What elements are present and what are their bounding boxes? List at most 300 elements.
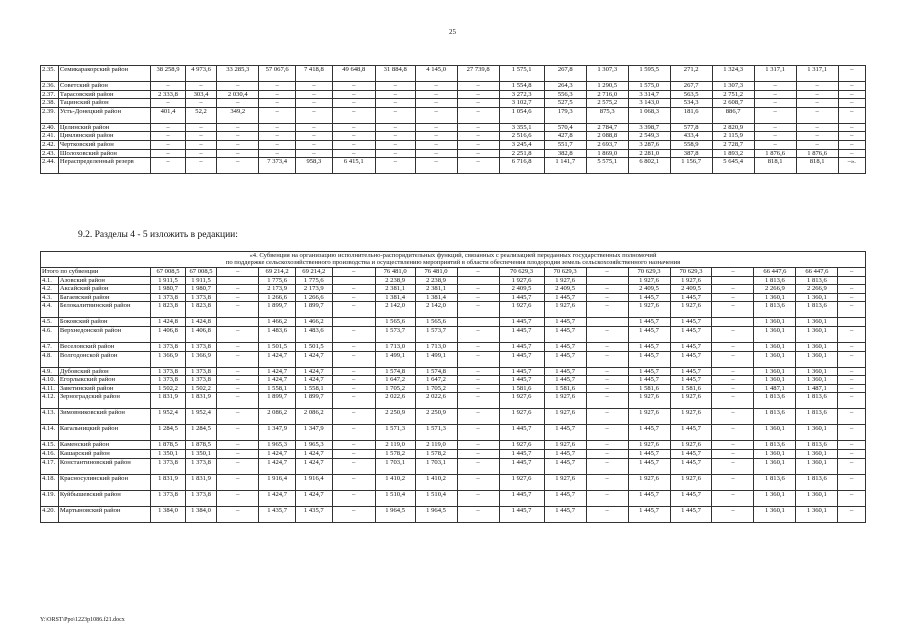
value-cell: 1 927,6 xyxy=(499,409,544,425)
value-cell: – xyxy=(586,293,628,302)
value-cell: 349,2 xyxy=(217,107,259,123)
value-cell: 1 831,9 xyxy=(185,393,216,409)
value-cell: 1 575,0 xyxy=(628,82,670,91)
value-cell: 1 360,1 xyxy=(754,342,796,351)
value-cell: 1 927,6 xyxy=(544,302,586,318)
value-cell: 1 445,7 xyxy=(544,326,586,342)
value-cell: 1 360,1 xyxy=(754,490,796,506)
value-cell: – xyxy=(796,90,838,99)
value-cell: 1 445,7 xyxy=(670,425,712,441)
value-cell: – xyxy=(332,326,375,342)
value-cell: – xyxy=(838,458,866,474)
value-cell: 3 143,0 xyxy=(628,99,670,108)
value-cell: – xyxy=(415,99,457,108)
value-cell: 1 445,7 xyxy=(628,458,670,474)
value-cell: – xyxy=(712,384,754,393)
value-cell: 1 927,6 xyxy=(499,441,544,450)
value-cell: 1 424,7 xyxy=(295,449,332,458)
value-cell: – xyxy=(457,506,499,522)
value-cell: 1 360,1 xyxy=(796,326,838,342)
value-cell: – xyxy=(586,285,628,294)
total-row xyxy=(41,268,866,277)
district-name: Шолоховский район xyxy=(58,149,150,158)
value-cell: – xyxy=(185,149,216,158)
value-cell: 1 424,8 xyxy=(185,318,216,327)
district-name: Заветинский район xyxy=(58,384,150,393)
value-cell: 1 424,7 xyxy=(259,449,296,458)
value-cell: – xyxy=(838,90,865,99)
value-cell: 1 445,7 xyxy=(544,293,586,302)
value-cell: 2 751,2 xyxy=(712,90,754,99)
value-cell: – xyxy=(332,449,375,458)
value-cell: – xyxy=(838,107,865,123)
value-cell xyxy=(838,276,866,285)
table-row xyxy=(41,318,866,327)
value-cell: 1 927,6 xyxy=(628,441,670,450)
value-cell: 1 911,5 xyxy=(185,276,216,285)
table-row xyxy=(41,384,866,393)
value-cell: 1 445,7 xyxy=(544,376,586,385)
value-cell: 1 558,1 xyxy=(259,384,296,393)
total-value-cell: 70 629,3 xyxy=(628,268,670,277)
value-cell: 1 360,1 xyxy=(796,293,838,302)
value-cell: 1 360,1 xyxy=(754,458,796,474)
value-cell: – xyxy=(712,458,754,474)
value-cell: – xyxy=(457,351,499,367)
value-cell: 1 424,7 xyxy=(259,376,296,385)
value-cell: 1 899,7 xyxy=(259,393,296,409)
value-cell: – xyxy=(457,490,499,506)
value-cell: – xyxy=(838,376,866,385)
value-cell: 1 445,7 xyxy=(670,367,712,376)
value-cell: 1 424,7 xyxy=(295,458,332,474)
value-cell: – xyxy=(185,82,216,91)
district-name: Веселовский район xyxy=(58,342,150,351)
value-cell: 3 272,3 xyxy=(499,90,544,99)
value-cell: 1 499,1 xyxy=(415,351,457,367)
value-cell: 2 728,7 xyxy=(712,140,754,149)
value-cell: 2 022,6 xyxy=(375,393,415,409)
value-cell: – xyxy=(332,384,375,393)
value-cell: 2 516,6 xyxy=(499,132,544,141)
value-cell: – xyxy=(838,367,866,376)
value-cell: – xyxy=(712,342,754,351)
table-row xyxy=(41,140,866,149)
value-cell: – xyxy=(217,326,259,342)
value-cell: 1 445,7 xyxy=(499,351,544,367)
district-name: Целинский район xyxy=(58,123,150,132)
value-cell: 1 445,7 xyxy=(628,318,670,327)
value-cell: 1 424,7 xyxy=(295,490,332,506)
value-cell: – xyxy=(796,82,838,91)
value-cell xyxy=(217,276,259,285)
value-cell: 1 445,7 xyxy=(544,449,586,458)
value-cell: – xyxy=(754,90,796,99)
value-cell: 1 927,6 xyxy=(544,393,586,409)
value-cell: 534,3 xyxy=(670,99,712,108)
value-cell: – xyxy=(586,506,628,522)
value-cell: – xyxy=(151,132,186,141)
value-cell: 1 813,6 xyxy=(754,441,796,450)
page-number: 25 xyxy=(449,28,456,36)
table-row xyxy=(41,293,866,302)
table-row xyxy=(41,458,866,474)
row-index: 4.2. xyxy=(41,285,59,294)
value-cell: – xyxy=(217,441,259,450)
value-cell: – xyxy=(586,367,628,376)
value-cell: 1 927,6 xyxy=(499,276,544,285)
value-cell: 1 573,7 xyxy=(415,326,457,342)
value-cell: 49 648,8 xyxy=(332,66,375,82)
value-cell: – xyxy=(217,458,259,474)
row-index: 2.40. xyxy=(41,123,59,132)
row-index: 4.4. xyxy=(41,302,59,318)
value-cell: 1 360,1 xyxy=(796,506,838,522)
value-cell: 1 384,0 xyxy=(151,506,186,522)
row-index: 2.38. xyxy=(41,99,59,108)
value-cell: 401,4 xyxy=(151,107,186,123)
value-cell: 1 410,2 xyxy=(415,474,457,490)
value-cell: 2 409,5 xyxy=(499,285,544,294)
value-cell: 1 435,7 xyxy=(259,506,296,522)
value-cell: 1 916,4 xyxy=(259,474,296,490)
value-cell: 1 445,7 xyxy=(499,449,544,458)
value-cell: – xyxy=(217,149,259,158)
value-cell: 6 802,1 xyxy=(628,158,670,174)
total-value-cell: – xyxy=(838,268,866,277)
value-cell: 27 739,8 xyxy=(457,66,499,82)
value-cell: – xyxy=(712,393,754,409)
value-cell: 1 445,7 xyxy=(628,351,670,367)
value-cell: 1 373,8 xyxy=(185,458,216,474)
table-row xyxy=(41,123,866,132)
value-cell: 1 445,7 xyxy=(628,449,670,458)
total-value-cell: 67 008,5 xyxy=(151,268,186,277)
value-cell: 1 445,7 xyxy=(499,367,544,376)
value-cell: 1 317,1 xyxy=(754,66,796,82)
value-cell: 1 360,1 xyxy=(796,342,838,351)
value-cell: – xyxy=(415,90,457,99)
value-cell: 1 927,6 xyxy=(628,276,670,285)
value-cell: 1 878,5 xyxy=(151,441,186,450)
value-cell: 2 250,9 xyxy=(375,409,415,425)
value-cell: 558,9 xyxy=(670,140,712,149)
value-cell: – xyxy=(838,293,866,302)
value-cell: 1 869,0 xyxy=(586,149,628,158)
value-cell: 7 418,8 xyxy=(296,66,333,82)
value-cell: 1 381,4 xyxy=(415,293,457,302)
value-cell: 3 287,6 xyxy=(628,140,670,149)
value-cell: 2 266,9 xyxy=(754,285,796,294)
value-cell: 2 549,3 xyxy=(628,132,670,141)
value-cell: 5 645,4 xyxy=(712,158,754,174)
value-cell: – xyxy=(586,351,628,367)
value-cell: 1 565,6 xyxy=(375,318,415,327)
value-cell: 1 445,7 xyxy=(628,506,670,522)
value-cell: – xyxy=(415,140,457,149)
value-cell: – xyxy=(712,449,754,458)
value-cell: 1 445,7 xyxy=(628,342,670,351)
value-cell: 1 445,7 xyxy=(628,293,670,302)
value-cell: – xyxy=(259,140,296,149)
table-row xyxy=(41,376,866,385)
value-cell: 1 813,6 xyxy=(796,393,838,409)
value-cell: – xyxy=(259,149,296,158)
row-index: 4.13. xyxy=(41,409,59,425)
value-cell: – xyxy=(457,342,499,351)
value-cell: – xyxy=(217,384,259,393)
table-caption xyxy=(41,252,866,268)
value-cell: 2 409,5 xyxy=(544,285,586,294)
value-cell: 875,3 xyxy=(586,107,628,123)
total-value-cell: 69 214,2 xyxy=(259,268,296,277)
value-cell: 1 927,6 xyxy=(670,409,712,425)
value-cell: 1 927,6 xyxy=(499,474,544,490)
value-cell: 3 314,7 xyxy=(628,90,670,99)
total-value-cell: – xyxy=(457,268,499,277)
value-cell: – xyxy=(838,82,865,91)
value-cell: 1 445,7 xyxy=(544,318,586,327)
value-cell: 1 487,1 xyxy=(754,384,796,393)
value-cell: – xyxy=(457,425,499,441)
value-cell: 2 266,9 xyxy=(796,285,838,294)
value-cell: 556,3 xyxy=(544,90,586,99)
value-cell: 818,1 xyxy=(754,158,796,174)
value-cell: 1 775,6 xyxy=(295,276,332,285)
value-cell: 2 381,1 xyxy=(375,285,415,294)
value-cell: – xyxy=(838,123,865,132)
value-cell: 1 501,5 xyxy=(259,342,296,351)
value-cell: 1 980,7 xyxy=(185,285,216,294)
table-row xyxy=(41,506,866,522)
total-value-cell: 67 008,5 xyxy=(185,268,216,277)
value-cell: 1 813,6 xyxy=(796,276,838,285)
value-cell: 2 608,7 xyxy=(712,99,754,108)
value-cell: 2 238,9 xyxy=(415,276,457,285)
value-cell: 1 927,6 xyxy=(628,302,670,318)
value-cell: 2 820,9 xyxy=(712,123,754,132)
value-cell: – xyxy=(217,132,259,141)
value-cell: 2 115,9 xyxy=(712,132,754,141)
value-cell: – xyxy=(375,132,415,141)
value-cell: 4 973,6 xyxy=(185,66,216,82)
value-cell: 1 406,8 xyxy=(151,326,186,342)
value-cell: 1 360,1 xyxy=(754,449,796,458)
value-cell: 1 445,7 xyxy=(628,326,670,342)
value-cell: 1 424,7 xyxy=(295,376,332,385)
total-value-cell: 70 629,3 xyxy=(544,268,586,277)
value-cell: 31 884,8 xyxy=(375,66,415,82)
total-value-cell: 70 629,3 xyxy=(670,268,712,277)
value-cell: 1 483,6 xyxy=(259,326,296,342)
value-cell: 1 581,6 xyxy=(670,384,712,393)
value-cell: 1 501,5 xyxy=(295,342,332,351)
value-cell: – xyxy=(217,293,259,302)
value-cell: – xyxy=(332,82,375,91)
district-name: Мартыновский район xyxy=(58,506,150,522)
subvention-table xyxy=(40,251,866,523)
value-cell: – xyxy=(415,107,457,123)
value-cell: 1 381,4 xyxy=(375,293,415,302)
value-cell: 1 823,8 xyxy=(185,302,216,318)
value-cell: 1 964,5 xyxy=(375,506,415,522)
value-cell: 1 823,8 xyxy=(151,302,186,318)
value-cell: 57 067,6 xyxy=(259,66,296,82)
value-cell: – xyxy=(332,342,375,351)
total-value-cell: 76 481,0 xyxy=(375,268,415,277)
value-cell: – xyxy=(457,90,499,99)
row-index: 4.9. xyxy=(41,367,59,376)
district-name: Кашарский район xyxy=(58,449,150,458)
total-value-cell: 66 447,6 xyxy=(754,268,796,277)
value-cell: – xyxy=(712,490,754,506)
row-index: 4.5. xyxy=(41,318,59,327)
value-cell: – xyxy=(712,367,754,376)
value-cell: 264,3 xyxy=(544,82,586,91)
table-row xyxy=(41,99,866,108)
value-cell: – xyxy=(838,342,866,351)
table-row xyxy=(41,302,866,318)
value-cell: 427,8 xyxy=(544,132,586,141)
value-cell: – xyxy=(217,474,259,490)
value-cell: 1 445,7 xyxy=(544,490,586,506)
value-cell: 1 445,7 xyxy=(628,367,670,376)
value-cell: – xyxy=(332,123,375,132)
value-cell: 1 510,4 xyxy=(375,490,415,506)
value-cell: – xyxy=(296,107,333,123)
value-cell: 1 424,7 xyxy=(295,367,332,376)
value-cell: 1 878,5 xyxy=(185,441,216,450)
value-cell: 1 360,1 xyxy=(796,449,838,458)
value-cell: 1 424,7 xyxy=(259,458,296,474)
value-cell: 6 415,1 xyxy=(332,158,375,174)
value-cell: – xyxy=(838,149,865,158)
value-cell: – xyxy=(712,293,754,302)
value-cell: – xyxy=(259,132,296,141)
value-cell: – xyxy=(712,351,754,367)
value-cell: 1 424,7 xyxy=(259,367,296,376)
value-cell: 1 916,4 xyxy=(295,474,332,490)
value-cell: 1 350,1 xyxy=(151,449,186,458)
value-cell: 1 927,6 xyxy=(670,276,712,285)
value-cell: 2 784,7 xyxy=(586,123,628,132)
value-cell: – xyxy=(415,149,457,158)
value-cell: 1 581,6 xyxy=(544,384,586,393)
value-cell: – xyxy=(151,158,186,174)
value-cell: 1 360,1 xyxy=(796,490,838,506)
district-name: Егорлыкский район xyxy=(58,376,150,385)
value-cell: 179,3 xyxy=(544,107,586,123)
value-cell: 1 952,4 xyxy=(151,409,186,425)
value-cell: 1 911,5 xyxy=(151,276,186,285)
row-index: 4.7. xyxy=(41,342,59,351)
value-cell xyxy=(586,276,628,285)
value-cell: – xyxy=(332,302,375,318)
value-cell: – xyxy=(296,140,333,149)
value-cell: – xyxy=(838,393,866,409)
value-cell: – xyxy=(259,99,296,108)
value-cell: 1 927,6 xyxy=(628,393,670,409)
value-cell: – xyxy=(586,326,628,342)
value-cell: 577,8 xyxy=(670,123,712,132)
value-cell: – xyxy=(457,99,499,108)
value-cell: 1 965,3 xyxy=(259,441,296,450)
value-cell: 1 445,7 xyxy=(670,458,712,474)
value-cell: 1 410,2 xyxy=(375,474,415,490)
value-cell: 1 575,1 xyxy=(499,66,544,82)
row-index: 4.17. xyxy=(41,458,59,474)
value-cell: 1 813,6 xyxy=(754,409,796,425)
value-cell: – xyxy=(332,506,375,522)
value-cell: 1 324,3 xyxy=(712,66,754,82)
row-index: 2.43. xyxy=(41,149,59,158)
value-cell: 1 445,7 xyxy=(628,490,670,506)
value-cell: 527,5 xyxy=(544,99,586,108)
value-cell: 1 964,5 xyxy=(415,506,457,522)
value-cell: – xyxy=(457,458,499,474)
total-label: Итого по субвенции xyxy=(41,268,151,277)
value-cell: 1 424,7 xyxy=(259,351,296,367)
row-index: 4.6. xyxy=(41,326,59,342)
value-cell: 1 373,8 xyxy=(185,342,216,351)
value-cell: 1 366,9 xyxy=(185,351,216,367)
value-cell: – xyxy=(457,158,499,174)
value-cell: 1 156,7 xyxy=(670,158,712,174)
value-cell: – xyxy=(838,326,866,342)
value-cell: 6 716,8 xyxy=(499,158,544,174)
value-cell: 1 360,1 xyxy=(796,425,838,441)
caption-line-2: по поддержке сельскохозяйственного производства и осуществлению мероприятий в области обеспечения плодородия земель сельскохозяйственного назначения xyxy=(225,259,681,267)
value-cell: 1 565,6 xyxy=(415,318,457,327)
value-cell: 1 554,8 xyxy=(499,82,544,91)
value-cell: 1 317,1 xyxy=(796,66,838,82)
value-cell: 1 927,6 xyxy=(670,302,712,318)
value-cell: 1 899,7 xyxy=(295,302,332,318)
value-cell: 1 703,1 xyxy=(375,458,415,474)
district-name: Советский район xyxy=(58,82,150,91)
value-cell: – xyxy=(332,458,375,474)
value-cell: 1 705,2 xyxy=(415,384,457,393)
value-cell: – xyxy=(754,107,796,123)
value-cell: – xyxy=(586,474,628,490)
value-cell: – xyxy=(457,367,499,376)
value-cell: – xyxy=(185,99,216,108)
value-cell: 1 445,7 xyxy=(670,342,712,351)
value-cell: – xyxy=(796,140,838,149)
value-cell xyxy=(332,318,375,327)
table-row xyxy=(41,441,866,450)
value-cell: 1 373,8 xyxy=(185,367,216,376)
value-cell: 1 876,6 xyxy=(754,149,796,158)
district-name: Аксайский район xyxy=(58,285,150,294)
value-cell: – xyxy=(332,393,375,409)
value-cell: – xyxy=(838,384,866,393)
value-cell: – xyxy=(754,82,796,91)
value-cell: 1 647,2 xyxy=(415,376,457,385)
value-cell: – xyxy=(712,302,754,318)
row-index: 4.20. xyxy=(41,506,59,522)
value-cell: 1 373,8 xyxy=(151,342,186,351)
value-cell: – xyxy=(586,342,628,351)
value-cell: – xyxy=(332,351,375,367)
total-value-cell: 69 214,2 xyxy=(295,268,332,277)
value-cell: 1 284,5 xyxy=(151,425,186,441)
table-row xyxy=(41,158,866,174)
table-row xyxy=(41,66,866,82)
value-cell: – xyxy=(185,140,216,149)
table-row xyxy=(41,474,866,490)
row-index: 2.36. xyxy=(41,82,59,91)
